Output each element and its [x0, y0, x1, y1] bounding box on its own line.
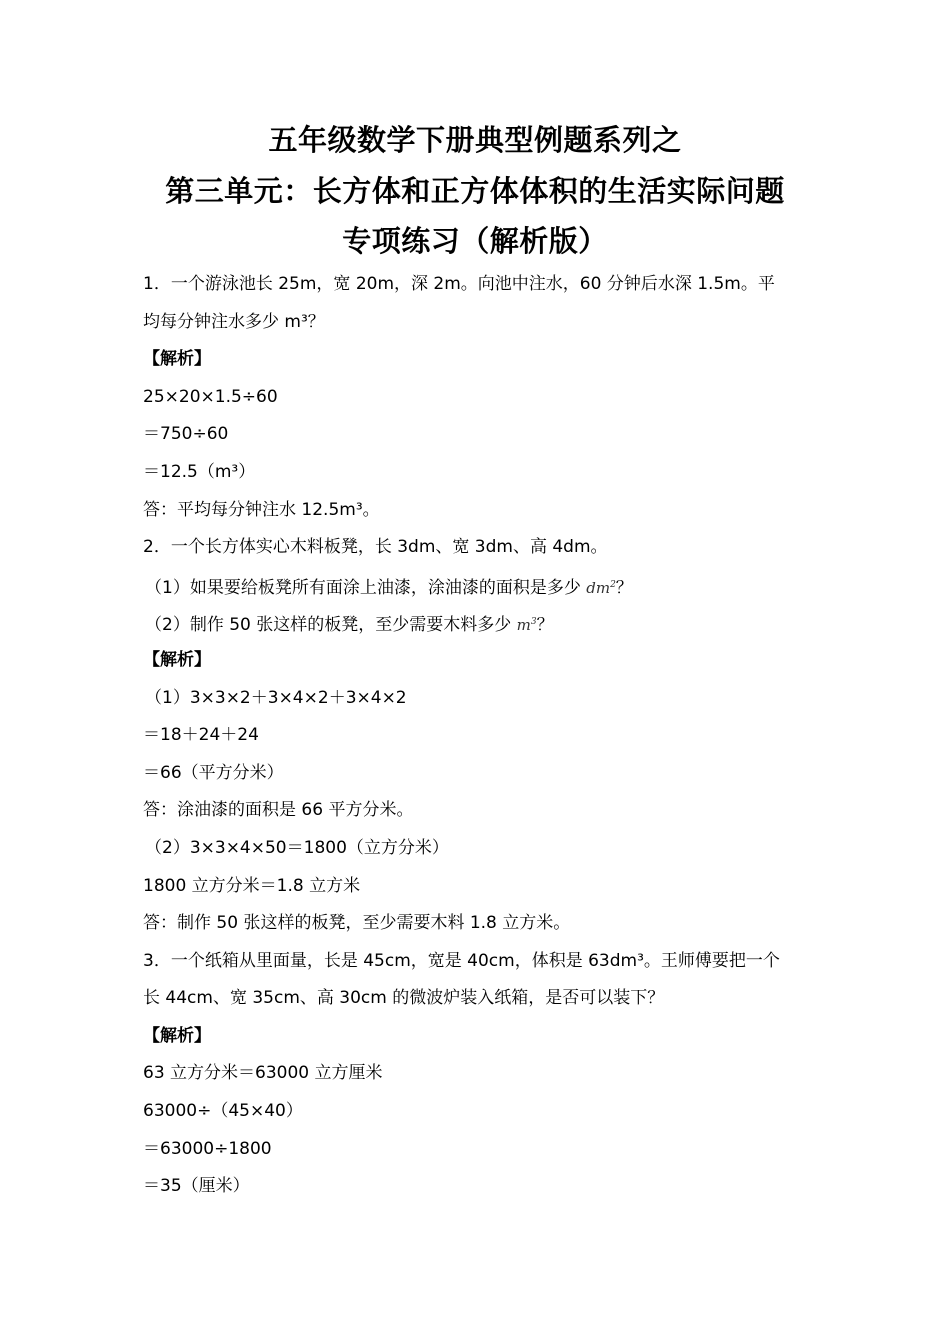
- question-3-step-4: ＝35（厘米）: [143, 1176, 250, 1197]
- question-2-sub-2-unit-exp: 3: [530, 617, 537, 628]
- question-3-step-3: ＝63000÷1800: [143, 1138, 272, 1159]
- title-line-2: 第三单元：长方体和正方体体积的生活实际问题: [165, 174, 785, 208]
- question-3-step-2: 63000÷（45×40）: [143, 1101, 303, 1122]
- title-line-1: 五年级数学下册典型例题系列之: [268, 123, 682, 157]
- question-2-sub-1-unit-base: dm: [586, 578, 611, 597]
- question-1-text-a: 1．一个游泳池长 25m，宽 20m，深 2m。向池中注水，60 分钟后水深 1.5m。平: [143, 274, 775, 294]
- question-2-sub-2-unit-base: m: [516, 616, 531, 635]
- question-3-text-b: 长 44cm、宽 35cm、高 30cm 的微波炉装入纸箱，是否可以装下？: [143, 988, 665, 1009]
- question-2-answer-1: 答：涂油漆的面积是 66 平方分米。: [143, 800, 414, 821]
- question-2-sub-2-unit: [517, 616, 537, 634]
- question-2-text: 2．一个长方体实心木料板凳，长 3dm、宽 3dm、高 4dm。: [143, 537, 608, 558]
- question-3-text-a: 3．一个纸箱从里面量，长是 45cm，宽是 40cm，体积是 63dm³。王师傅要把一个: [143, 950, 780, 971]
- question-2-sub-1: [143, 567, 823, 605]
- question-2-step-5: 1800 立方分米＝1.8 立方米: [143, 875, 361, 896]
- question-1-analysis-heading: 【解析】: [143, 349, 211, 370]
- question-3-analysis-heading: 【解析】: [143, 1025, 211, 1046]
- question-2-step-2: ＝18＋24＋24: [143, 725, 259, 746]
- question-2-sub-2-text: （2）制作 50 张这样的板凳，至少需要木料多少: [145, 615, 512, 636]
- question-1-answer: 答：平均每分钟注水 12.5m³。: [143, 499, 380, 520]
- question-2-step-4: （2）3×3×4×50＝1800（立方分米）: [145, 837, 449, 858]
- question-1-text-b: 均每分钟注水多少 m³？: [143, 311, 325, 332]
- question-2-answer-2: 答：制作 50 张这样的板凳，至少需要木料 1.8 立方米。: [143, 913, 571, 934]
- question-2-sub-2: [143, 604, 823, 642]
- question-2-sub-1-unit: [586, 579, 616, 597]
- question-2-sub-1-end: ？: [615, 577, 633, 598]
- question-2-analysis-heading: 【解析】: [143, 649, 211, 670]
- question-2-sub-2-end: ？: [536, 615, 554, 636]
- title-line-3: 专项练习（解析版）: [342, 224, 608, 258]
- question-1-step-2: ＝750÷60: [143, 424, 229, 445]
- question-1-step-1: 25×20×1.5÷60: [143, 386, 278, 407]
- question-2-sub-1-unit-exp: 2: [610, 579, 616, 590]
- question-3-step-1: 63 立方分米＝63000 立方厘米: [143, 1063, 383, 1084]
- document-body: [143, 266, 823, 1206]
- question-1-step-3: ＝12.5（m³）: [143, 461, 256, 482]
- question-2-step-3: ＝66（平方分米）: [143, 762, 284, 783]
- question-2-step-1: （1）3×3×2＋3×4×2＋3×4×2: [145, 687, 407, 708]
- question-2-sub-1-text: （1）如果要给板凳所有面涂上油漆，涂油漆的面积是多少: [145, 577, 581, 598]
